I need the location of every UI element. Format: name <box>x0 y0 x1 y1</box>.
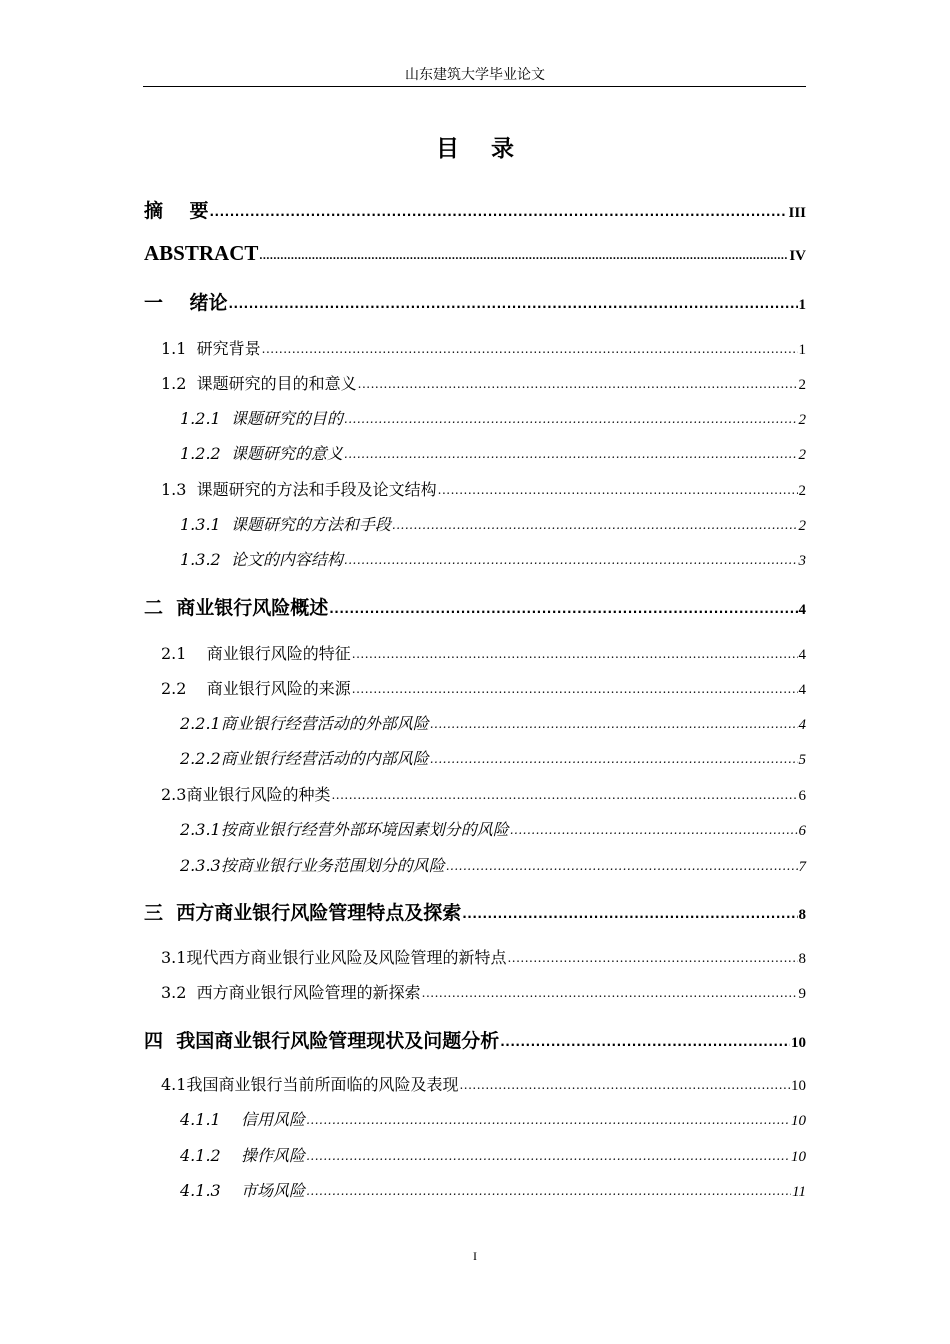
dot-leader <box>262 338 798 357</box>
toc-entry-label: 2.2.2商业银行经营活动的内部风险 <box>180 749 429 768</box>
toc-entry-label: 4.1.2 操作风险 <box>180 1146 306 1165</box>
toc-entry[interactable] <box>144 288 806 315</box>
toc-entry-page: 1 <box>798 342 806 358</box>
toc-entry[interactable] <box>180 711 806 734</box>
toc-entry[interactable] <box>180 1107 806 1130</box>
dot-leader <box>446 855 798 874</box>
dot-leader <box>259 240 788 265</box>
toc-entry-page: 4 <box>798 682 806 698</box>
page-number: I <box>473 1249 477 1263</box>
toc-entry-page: 3 <box>798 553 806 569</box>
toc-entry-page: 1 <box>798 297 806 313</box>
toc-entry-label: 1.2.2 课题研究的意义 <box>180 444 343 463</box>
toc-entry-page: 5 <box>798 752 806 768</box>
dot-leader <box>422 982 798 1001</box>
toc-entry[interactable] <box>180 817 806 840</box>
toc-entry-page: IV <box>789 248 806 264</box>
dot-leader <box>209 199 787 221</box>
toc-entry-page: 6 <box>798 788 806 804</box>
dot-leader <box>306 1145 790 1164</box>
toc-entry-label: 3.2 西方商业银行风险管理的新探索 <box>161 983 421 1002</box>
header-title: 山东建筑大学毕业论文 <box>405 67 545 83</box>
toc-title: 目 录 <box>435 136 526 162</box>
dot-leader <box>462 901 797 923</box>
toc-entry[interactable] <box>161 1072 806 1095</box>
dot-leader <box>507 947 797 966</box>
dot-leader <box>228 291 797 313</box>
toc-entry-page: 10 <box>791 1035 806 1051</box>
dot-leader <box>430 748 798 767</box>
toc-entry-page: 2 <box>798 412 806 428</box>
dot-leader <box>344 549 798 568</box>
toc-entry-label: 1.2 课题研究的目的和意义 <box>161 374 357 393</box>
toc-entry-page: 9 <box>798 986 806 1002</box>
toc-entry-page: 2 <box>798 483 806 499</box>
toc-entry-label: 2.3商业银行风险的种类 <box>161 785 331 804</box>
dot-leader <box>459 1074 790 1093</box>
toc-entry-label: 三 西方商业银行风险管理特点及探索 <box>144 902 462 924</box>
dot-leader <box>331 784 797 803</box>
toc-entry-page: 10 <box>791 1149 806 1165</box>
toc-entry[interactable] <box>161 782 806 805</box>
toc-entry-label: 1.3.2 论文的内容结构 <box>180 550 343 569</box>
toc-entry[interactable] <box>161 676 806 699</box>
toc-entry[interactable] <box>161 945 806 968</box>
toc-entry-page: 10 <box>791 1113 806 1129</box>
toc-entry-label: 1.2.1 课题研究的目的 <box>180 409 343 428</box>
dot-leader <box>510 819 798 838</box>
toc-entry-page: 4 <box>798 717 806 733</box>
toc-entry-page: 2 <box>798 377 806 393</box>
toc-entry[interactable] <box>144 241 806 266</box>
toc-entry-page: 4 <box>798 647 806 663</box>
toc-entry-label: 1.3 课题研究的方法和手段及论文结构 <box>161 480 437 499</box>
dot-leader <box>306 1180 791 1199</box>
toc-entry-label: 一 绪论 <box>144 292 228 314</box>
toc-entry-page: 8 <box>798 951 806 967</box>
toc-entry-page: 8 <box>798 907 806 923</box>
toc-entry[interactable] <box>161 336 806 359</box>
dot-leader <box>352 678 798 697</box>
toc-entry[interactable] <box>180 1143 806 1166</box>
toc-entry-label: 2.2.1商业银行经营活动的外部风险 <box>180 714 429 733</box>
toc-entry-label: 4.1我国商业银行当前所面临的风险及表现 <box>161 1075 459 1094</box>
toc-entry-label: 2.3.1按商业银行经营外部环境因素划分的风险 <box>180 820 509 839</box>
toc-entry-label: ABSTRACT <box>144 241 259 265</box>
toc-entry-label: 1.1 研究背景 <box>161 339 261 358</box>
toc-entry[interactable] <box>180 547 806 570</box>
toc-entry[interactable] <box>161 980 806 1003</box>
toc-entry-page: 6 <box>798 823 806 839</box>
toc-entry[interactable] <box>161 641 806 664</box>
toc-entry-label: 2.1 商业银行风险的特征 <box>161 644 351 663</box>
toc-entry-page: 2 <box>798 518 806 534</box>
toc-entry[interactable] <box>180 853 806 876</box>
toc-entry[interactable] <box>144 1026 806 1053</box>
toc-entry-page: 11 <box>792 1184 806 1200</box>
toc-entry-label: 1.3.1 课题研究的方法和手段 <box>180 515 391 534</box>
dot-leader <box>500 1029 790 1051</box>
toc-entry[interactable] <box>180 406 806 429</box>
toc-entry[interactable] <box>161 371 806 394</box>
toc-entry[interactable] <box>144 593 806 620</box>
toc-entry-label: 2.3.3按商业银行业务范围划分的风险 <box>180 856 445 875</box>
dot-leader <box>344 443 798 462</box>
dot-leader <box>438 479 798 498</box>
dot-leader <box>344 408 798 427</box>
dot-leader <box>352 643 798 662</box>
dot-leader <box>329 596 797 618</box>
toc-entry-page: 2 <box>798 447 806 463</box>
toc-entry-label: 2.2 商业银行风险的来源 <box>161 679 351 698</box>
toc-entry-label: 四 我国商业银行风险管理现状及问题分析 <box>144 1030 500 1052</box>
toc-entry-page: 7 <box>798 859 806 875</box>
toc-entry-label: 二 商业银行风险概述 <box>144 597 329 619</box>
dot-leader <box>358 373 798 392</box>
toc-entry[interactable] <box>180 1178 806 1201</box>
toc-entry[interactable] <box>144 196 806 223</box>
toc-entry-page: 4 <box>798 602 806 618</box>
dot-leader <box>392 514 798 533</box>
toc-entry[interactable] <box>144 898 806 925</box>
toc-entry[interactable] <box>180 512 806 535</box>
toc-entry-page: 10 <box>791 1078 806 1094</box>
dot-leader <box>306 1109 790 1128</box>
dot-leader <box>430 713 798 732</box>
toc-entry-label: 4.1.3 市场风险 <box>180 1181 306 1200</box>
toc-entry[interactable] <box>161 477 806 500</box>
toc-entry[interactable] <box>180 441 806 464</box>
toc-entry-label: 4.1.1 信用风险 <box>180 1110 306 1129</box>
toc-entry-label: 3.1现代西方商业银行业风险及风险管理的新特点 <box>161 948 507 967</box>
toc-entry-page: III <box>788 205 806 221</box>
toc-entry-label: 摘 要 <box>144 200 209 222</box>
toc-entry[interactable] <box>180 746 806 769</box>
